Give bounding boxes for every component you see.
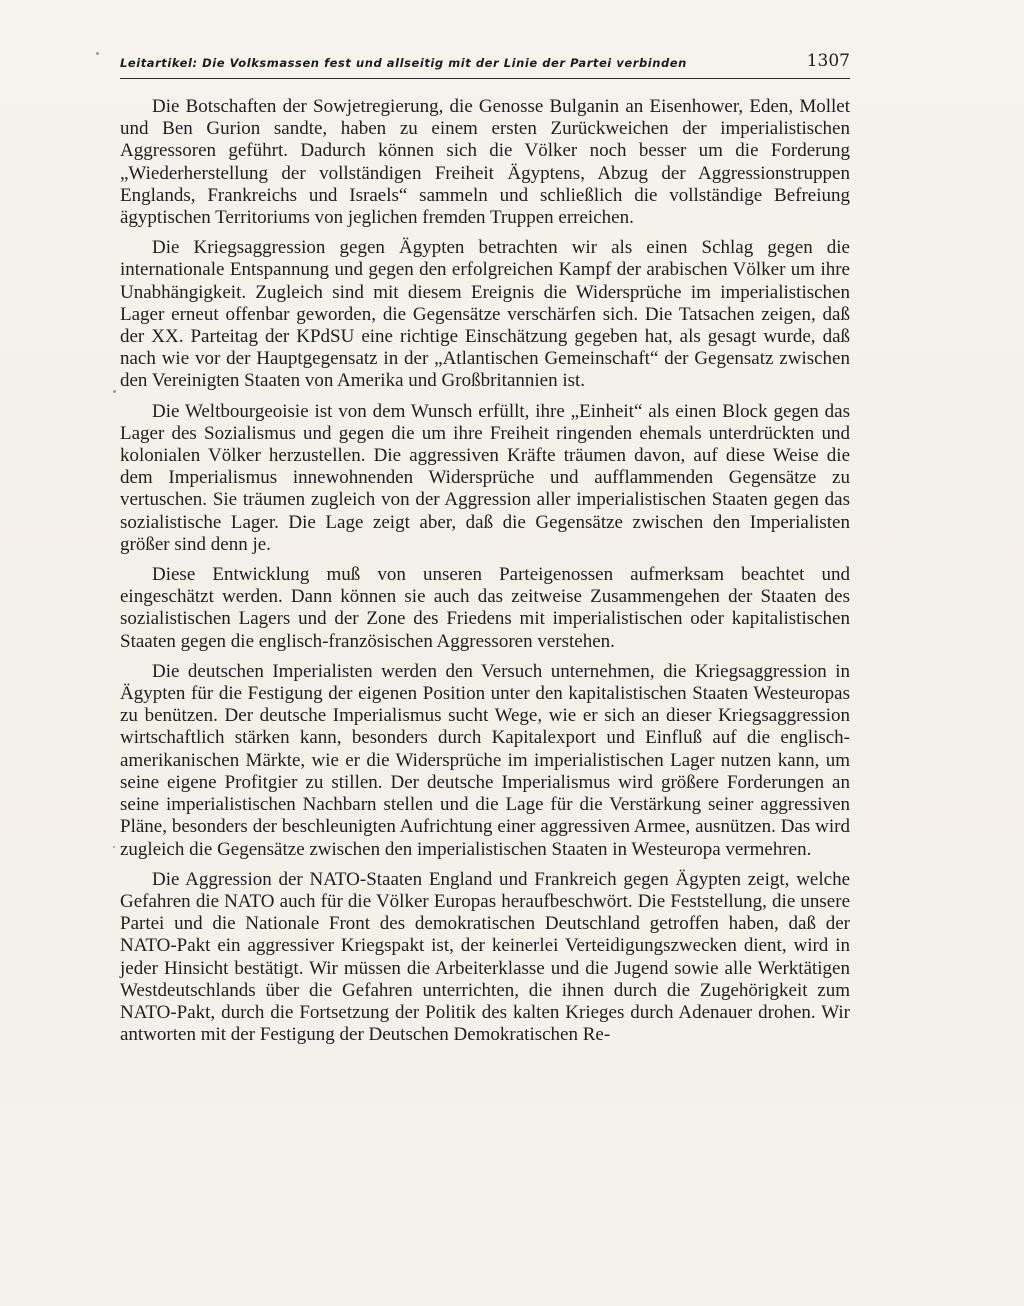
scan-speck: [96, 52, 99, 55]
scan-speck: [113, 846, 115, 848]
paragraph: Die Weltbourgeoisie ist von dem Wunsch erfüllt, ihre „Einheit“ als einen Block gegen das Lager des Sozialismus und gegen die um ihre Freiheit ringenden ehemals unterdrückten und kolonialen Völker herzustellen. Die aggressiven Kräfte träumen davon, auf diese Weise die dem Imperialismus innewohnenden Widersprüche und aufflammenden Gegensätze zu vertuschen. Sie träumen zugleich von der Aggression aller imperialistischen Staaten gegen das sozialistische Lager. Die Lage zeigt aber, daß die Gegensätze zwischen den Imperialisten größer sind denn je.: [120, 400, 850, 555]
paragraph: Die deutschen Imperialisten werden den Versuch unternehmen, die Kriegsaggression in Ägypten für die Festigung der eigenen Position unter den kapitalistischen Staaten Westeuropas zu benützen. Der deutsche Imperialismus sucht Wege, wie er sich an dieser Kriegsaggression wirtschaftlich stärken kann, besonders durch Kapitalexport und Einfluß auf die englisch-amerikanischen Märkte, wie er die Widersprüche im imperialistischen Lager nutzen kann, um seine eigene Profitgier zu stillen. Der deutsche Imperialismus wird größere Forderungen an seine imperialistischen Nachbarn stellen und die Lage für die Verstärkung seiner aggressiven Pläne, besonders der beschleunigten Aufrichtung einer aggressiven Armee, ausnützen. Das wird zugleich die Gegensätze zwischen den imperialistischen Staaten in Westeuropa vermehren.: [120, 660, 850, 860]
paragraph: Die Kriegsaggression gegen Ägypten betrachten wir als einen Schlag gegen die internationale Entspannung und gegen den erfolgreichen Kampf der arabischen Völker um ihre Unabhängigkeit. Zugleich sind mit diesem Ereignis die Widersprüche im imperialistischen Lager erneut offenbar geworden, die Gegensätze verschärfen sich. Die Tatsachen zeigen, daß der XX. Parteitag der KPdSU eine richtige Einschätzung gegeben hat, als gesagt wurde, daß nach wie vor der Hauptgegensatz in der „Atlantischen Gemeinschaft“ der Gegensatz zwischen den Vereinigten Staaten von Amerika und Großbritannien ist.: [120, 237, 850, 392]
scan-speck: [113, 390, 116, 393]
paragraph: Diese Entwicklung muß von unseren Parteigenossen aufmerksam beachtet und eingeschätzt werden. Dann können sie auch das zeitweise Zusammengehen der Staaten des sozialistischen Lagers und der Zone des Friedens mit imperialistischen oder kapitalistischen Staaten gegen die englisch-französischen Aggressoren verstehen.: [120, 564, 850, 652]
paragraph: Die Aggression der NATO-Staaten England und Frankreich gegen Ägypten zeigt, welche Gefahren die NATO auch für die Völker Europas heraufbeschwört. Die Feststellung, die unsere Partei und die Nationale Front des demokratischen Deutschland getroffen haben, daß der NATO-Pakt ein aggressiver Kriegspakt ist, der keinerlei Verteidigungszwecken dient, wird in jeder Hinsicht bestätigt. Wir müssen die Arbeiterklasse und die Jugend sowie alle Werktätigen Westdeutschlands über die Gefahren unterrichten, die ihnen durch die Zugehörigkeit zum NATO-Pakt, durch die Fortsetzung der Politik des kalten Krieges durch Adenauer drohen. Wir antworten mit der Festigung der Deutschen Demokratischen Re-: [120, 868, 850, 1046]
running-title: Leitartikel: Die Volksmassen fest und allseitig mit der Linie der Partei verbinden: [120, 56, 687, 70]
paragraph: Die Botschaften der Sowjetregierung, die Genosse Bulganin an Eisenhower, Eden, Mollet und Ben Gurion sandte, haben zu einem ersten Zurückweichen der imperialistischen Aggressoren geführt. Dadurch können sich die Völker noch besser um die Forderung „Wiederherstellung der vollständigen Freiheit Ägyptens, Abzug der Aggressionstruppen Englands, Frankreichs und Israels“ sammeln und schließlich die vollständige Befreiung ägyptischen Territoriums von jeglichen fremden Truppen erreichen.: [120, 96, 850, 229]
page-number: 1307: [806, 51, 850, 71]
running-header: [120, 51, 850, 79]
article-body: [120, 96, 850, 1054]
